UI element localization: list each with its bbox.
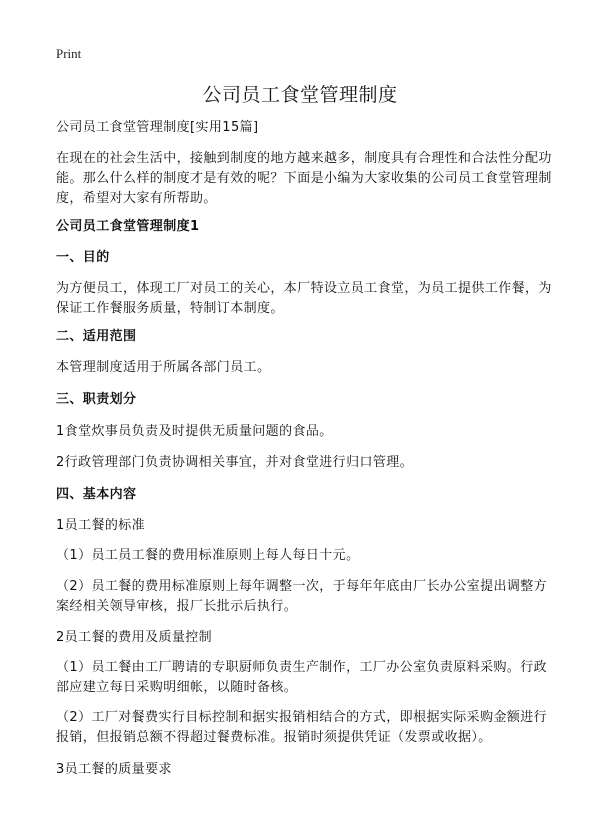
paragraph-cost-control: 2员工餐的费用及质量控制 xyxy=(56,630,213,645)
paragraph-cost-control-2: （2）工厂对餐费实行目标控制和据实报销相结合的方式，即根据实际采购金额进行报销，但报销总额不得超过餐费标准。报销时须提供凭证（发票或收据）。 xyxy=(56,710,548,745)
document-title: 公司员工食堂管理制度 xyxy=(202,84,398,106)
paragraph-duty-2: 2行政管理部门负责协调相关事宜，并对食堂进行归口管理。 xyxy=(56,455,414,470)
heading-content: 四、基本内容 xyxy=(56,487,137,502)
paragraph-purpose: 为方便员工，体现工厂对员工的关心，本厂特设立员工食堂，为员工提供工作餐，为保证工作餐服务质量，特制订本制度。 xyxy=(56,281,552,316)
paragraph-scope: 本管理制度适用于所属各部门员工。 xyxy=(56,360,271,375)
heading-duty: 三、职责划分 xyxy=(56,392,137,407)
paragraph-meal-standard-2: （2）员工餐的费用标准原则上每年调整一次，于每年年底由厂长办公室提出调整方案经相关领导审核，报厂长批示后执行。 xyxy=(56,579,548,614)
paragraph-cost-control-1: （1）员工餐由工厂聘请的专职厨师负责生产制作，工厂办公室负责原料采购。行政部应建立每日采购明细帐，以随时备核。 xyxy=(56,660,548,695)
heading-purpose: 一、目的 xyxy=(56,250,110,265)
print-link[interactable]: Print xyxy=(56,46,82,61)
intro-paragraph: 在现在的社会生活中，接触到制度的地方越来越多，制度具有合理性和合法性分配功能。那么什么样的制度才是有效的呢？下面是小编为大家收集的公司员工食堂管理制度，希望对大家有所帮助。 xyxy=(56,151,552,206)
heading-scope: 二、适用范围 xyxy=(56,329,137,344)
paragraph-meal-standard: 1员工餐的标准 xyxy=(56,518,146,533)
paragraph-duty-1: 1食堂炊事员负责及时提供无质量问题的食品。 xyxy=(56,424,333,439)
paragraph-quality: 3员工餐的质量要求 xyxy=(56,762,172,777)
paragraph-meal-standard-1: （1）员工员工餐的费用标准原则上每人每日十元。 xyxy=(56,548,360,563)
subtitle: 公司员工食堂管理制度[实用15篇] xyxy=(56,120,259,135)
section-title: 公司员工食堂管理制度1 xyxy=(56,219,200,234)
